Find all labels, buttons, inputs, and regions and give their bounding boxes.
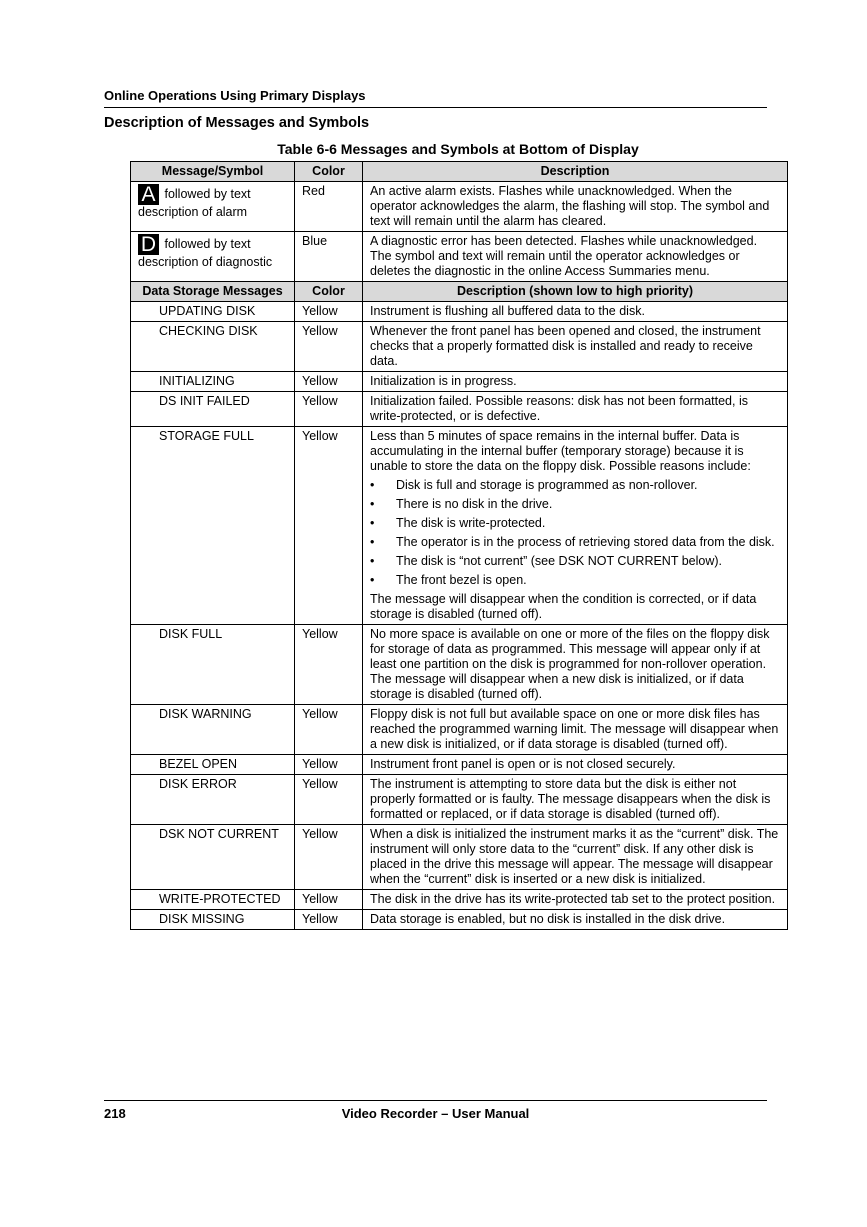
running-header: Online Operations Using Primary Displays [104, 88, 767, 108]
column-header-storage-message: Data Storage Messages [131, 282, 295, 302]
color-cell: Yellow [295, 755, 363, 775]
column-header-storage-color: Color [295, 282, 363, 302]
description-cell: Whenever the front panel has been opened and closed, the instrument checks that a properly formatted disk is installed and ready to receive data. [363, 322, 788, 372]
message-cell: WRITE-PROTECTED [131, 890, 295, 910]
table-header-row [131, 162, 788, 182]
list-item [370, 554, 780, 569]
bullet-icon: • [370, 516, 375, 530]
table-row [131, 890, 788, 910]
list-item [370, 497, 780, 512]
table-caption: Table 6-6 Messages and Symbols at Bottom of Display [277, 141, 639, 157]
description-cell: Floppy disk is not full but available space on one or more disk files has reached the programmed warning limit. The message will disappear when a new disk is initialized, or if data storage is disabled (turned off). [363, 705, 788, 755]
message-cell: CHECKING DISK [131, 322, 295, 372]
description-cell: No more space is available on one or more of the files on the floppy disk for storage of data as programmed. This message will appear only if at least one partition on the disk is programmed for non-rollover operation. The message will disappear when a new disk is initialized, or if data storage is disabled (turned off). [363, 625, 788, 705]
message-cell: DISK MISSING [131, 910, 295, 930]
color-cell: Yellow [295, 322, 363, 372]
bullet-icon: • [370, 573, 375, 587]
description-cell: Instrument is flushing all buffered data to the disk. [363, 302, 788, 322]
color-cell: Yellow [295, 890, 363, 910]
color-cell: Yellow [295, 392, 363, 427]
table-row [131, 232, 788, 282]
diagnostic-symbol-icon: D [138, 234, 159, 255]
description-cell: Instrument front panel is open or is not closed securely. [363, 755, 788, 775]
manual-title: Video Recorder – User Manual [341, 1106, 530, 1121]
message-cell: DS INIT FAILED [131, 392, 295, 427]
column-header-color: Color [295, 162, 363, 182]
list-item [370, 535, 780, 550]
description-cell: Initialization failed. Possible reasons: disk has not been formatted, is write-protected, or is defective. [363, 392, 788, 427]
reason-text: The operator is in the process of retrieving stored data from the disk. [396, 535, 775, 549]
table-row [131, 755, 788, 775]
table-row [131, 302, 788, 322]
color-cell: Yellow [295, 705, 363, 755]
description-cell [363, 427, 788, 625]
description-cell: The disk in the drive has its write-protected tab set to the protect position. [363, 890, 788, 910]
reason-text: The disk is “not current” (see DSK NOT CURRENT below). [396, 554, 723, 568]
symbol-label: followed by text description of alarm [138, 187, 251, 219]
bullet-icon: • [370, 478, 375, 492]
table-row [131, 910, 788, 930]
description-cell: An active alarm exists. Flashes while unacknowledged. When the operator acknowledges the alarm, the flashing will stop. The symbol and text will remain until the alarm has cleared. [363, 182, 788, 232]
bullet-icon: • [370, 554, 375, 568]
table-row [131, 427, 788, 625]
symbol-cell [131, 182, 295, 232]
list-item [370, 478, 780, 493]
message-cell: BEZEL OPEN [131, 755, 295, 775]
table-row [131, 392, 788, 427]
color-cell: Yellow [295, 427, 363, 625]
color-cell: Yellow [295, 372, 363, 392]
table-row [131, 182, 788, 232]
table-row [131, 825, 788, 890]
color-cell: Yellow [295, 625, 363, 705]
column-header-description: Description [363, 162, 788, 182]
color-cell: Yellow [295, 825, 363, 890]
message-cell: UPDATING DISK [131, 302, 295, 322]
reason-text: Disk is full and storage is programmed as non-rollover. [396, 478, 698, 492]
reasons-list [370, 478, 780, 588]
column-header-message: Message/Symbol [131, 162, 295, 182]
reason-text: There is no disk in the drive. [396, 497, 553, 511]
color-cell: Yellow [295, 775, 363, 825]
message-cell: INITIALIZING [131, 372, 295, 392]
bullet-icon: • [370, 497, 375, 511]
message-cell: DISK FULL [131, 625, 295, 705]
storage-header-row [131, 282, 788, 302]
table-row [131, 705, 788, 755]
column-header-storage-description: Description (shown low to high priority) [363, 282, 788, 302]
symbol-cell [131, 232, 295, 282]
table-row [131, 372, 788, 392]
description-outro: The message will disappear when the condition is corrected, or if data storage is disabled (turned off). [370, 592, 757, 621]
message-cell: STORAGE FULL [131, 427, 295, 625]
message-cell: DISK WARNING [131, 705, 295, 755]
symbol-label: followed by text description of diagnostic [138, 237, 273, 269]
reason-text: The disk is write-protected. [396, 516, 546, 530]
description-intro: Less than 5 minutes of space remains in the internal buffer. Data is accumulating in the internal buffer (temporary storage) because it is unable to store the data on the floppy disk. Possible reasons include: [370, 429, 751, 473]
color-cell: Red [295, 182, 363, 232]
description-cell: The instrument is attempting to store data but the disk is either not properly formatted or is faulty. The message disappears when the disk is formatted or replaced, or if data storage is disabled (turned off). [363, 775, 788, 825]
list-item [370, 573, 780, 588]
messages-table [130, 161, 788, 930]
table-row [131, 322, 788, 372]
page-number: 218 [104, 1106, 126, 1121]
description-cell: A diagnostic error has been detected. Flashes while unacknowledged. The symbol and text will remain until the operator acknowledges or deletes the diagnostic in the online Access Summaries menu. [363, 232, 788, 282]
message-cell: DSK NOT CURRENT [131, 825, 295, 890]
color-cell: Yellow [295, 910, 363, 930]
message-cell: DISK ERROR [131, 775, 295, 825]
alarm-symbol-icon: A [138, 184, 159, 205]
description-cell: Data storage is enabled, but no disk is installed in the disk drive. [363, 910, 788, 930]
section-title: Description of Messages and Symbols [104, 115, 370, 131]
bullet-icon: • [370, 535, 375, 549]
reason-text: The front bezel is open. [396, 573, 527, 587]
running-footer [104, 1100, 767, 1121]
table-row [131, 625, 788, 705]
color-cell: Blue [295, 232, 363, 282]
description-cell: Initialization is in progress. [363, 372, 788, 392]
color-cell: Yellow [295, 302, 363, 322]
table-row [131, 775, 788, 825]
list-item [370, 516, 780, 531]
description-cell: When a disk is initialized the instrument marks it as the “current” disk. The instrument will only store data to the “current” disk. If any other disk is placed in the drive this message will appear. The message will disappear when the “current” disk is inserted or a new disk is initialized. [363, 825, 788, 890]
